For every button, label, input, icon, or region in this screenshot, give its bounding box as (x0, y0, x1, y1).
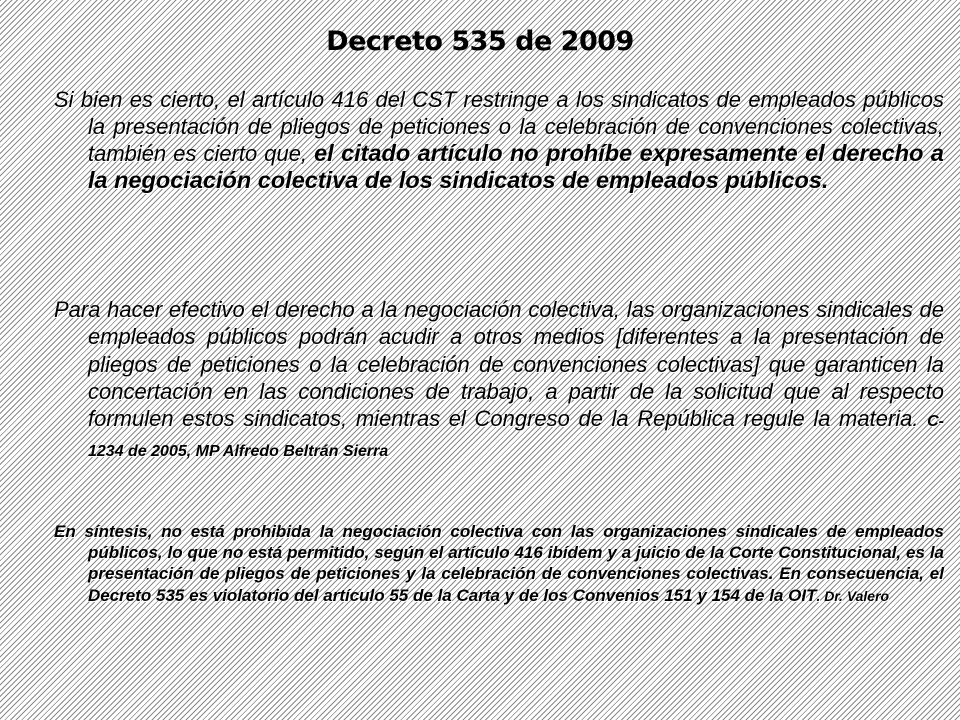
court-citation: C-1234 de 2005, MP Alfredo Beltrán Sierra (88, 413, 944, 461)
paragraph-synthesis (54, 521, 944, 607)
paragraph2-text: Para hacer efectivo el derecho a la negociación colectiva, las organizaciones sindicales de empleados públicos podrán acudir a otros medios [diferentes a la presentación de pliegos de peticiones o la celebración de convenciones colectivas] que garanticen la concertación en las condiciones de trabajo, a partir de la solicitud que al respecto formulen estos sindicatos, mientras el Congreso de la República regule la materia. (54, 297, 944, 432)
paragraph3-text: En síntesis, no está prohibida la negociación colectiva con las organizaciones sindicales de empleados públicos, lo que no está permitido, según el artículo 416 ibídem y a juicio de la Corte Constitucional, es la presentación de pliegos de peticiones y la celebración de convenciones colectivas. En consecuencia, el Decreto 535 es violatorio del artículo 55 de la Carta y de los Convenios 151 y 154 de la OIT (54, 522, 944, 605)
paragraph1-text: Si bien es cierto, el artículo 416 del CST restringe a los sindicatos de empleados públicos la presentación de pliegos de peticiones o la celebración de convenciones colectivas, también es cierto que, (54, 87, 944, 166)
paragraph1-emphasis: el citado artículo no prohíbe expresamente el derecho a la negociación colectiva de los sindicatos de empleados públicos. (88, 140, 944, 193)
paragraph-article-416 (54, 86, 944, 194)
slide-title: Decreto 535 de 2009 (326, 26, 634, 57)
author-citation: . Dr. Valero (816, 587, 890, 604)
paragraph-collective-negotiation (54, 296, 944, 466)
